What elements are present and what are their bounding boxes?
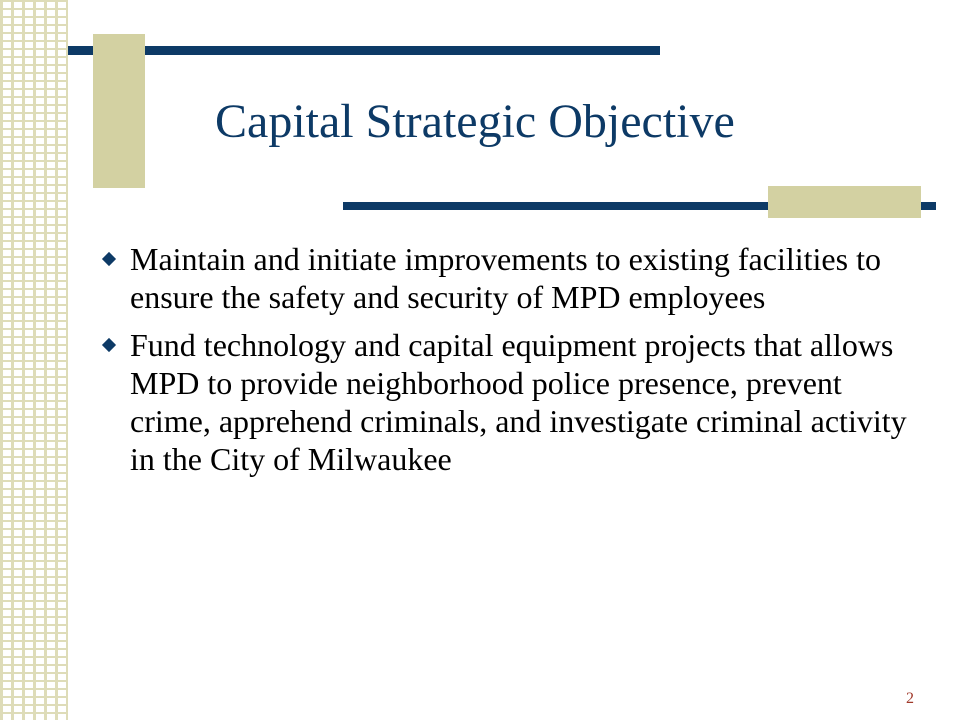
diamond-bullet-icon: [102, 338, 116, 352]
top-accent-bar: [68, 46, 660, 55]
bullet-item: [104, 326, 924, 478]
bullet-text: Maintain and initiate improvements to existing facilities to ensure the safety and security of MPD employees: [130, 241, 881, 315]
slide-title: Capital Strategic Objective: [215, 95, 735, 148]
right-accent-block: [768, 186, 921, 218]
page-number: 2: [906, 690, 914, 707]
bullet-list: [104, 240, 924, 488]
bullet-text: Fund technology and capital equipment projects that allows MPD to provide neighborhood police presence, prevent crime, apprehend criminals, and investigate criminal activity in the City of Milwaukee: [130, 327, 907, 477]
decorative-grid-pattern: [0, 0, 68, 720]
left-accent-block: [93, 34, 145, 188]
bullet-item: [104, 240, 924, 316]
diamond-bullet-icon: [102, 252, 116, 266]
